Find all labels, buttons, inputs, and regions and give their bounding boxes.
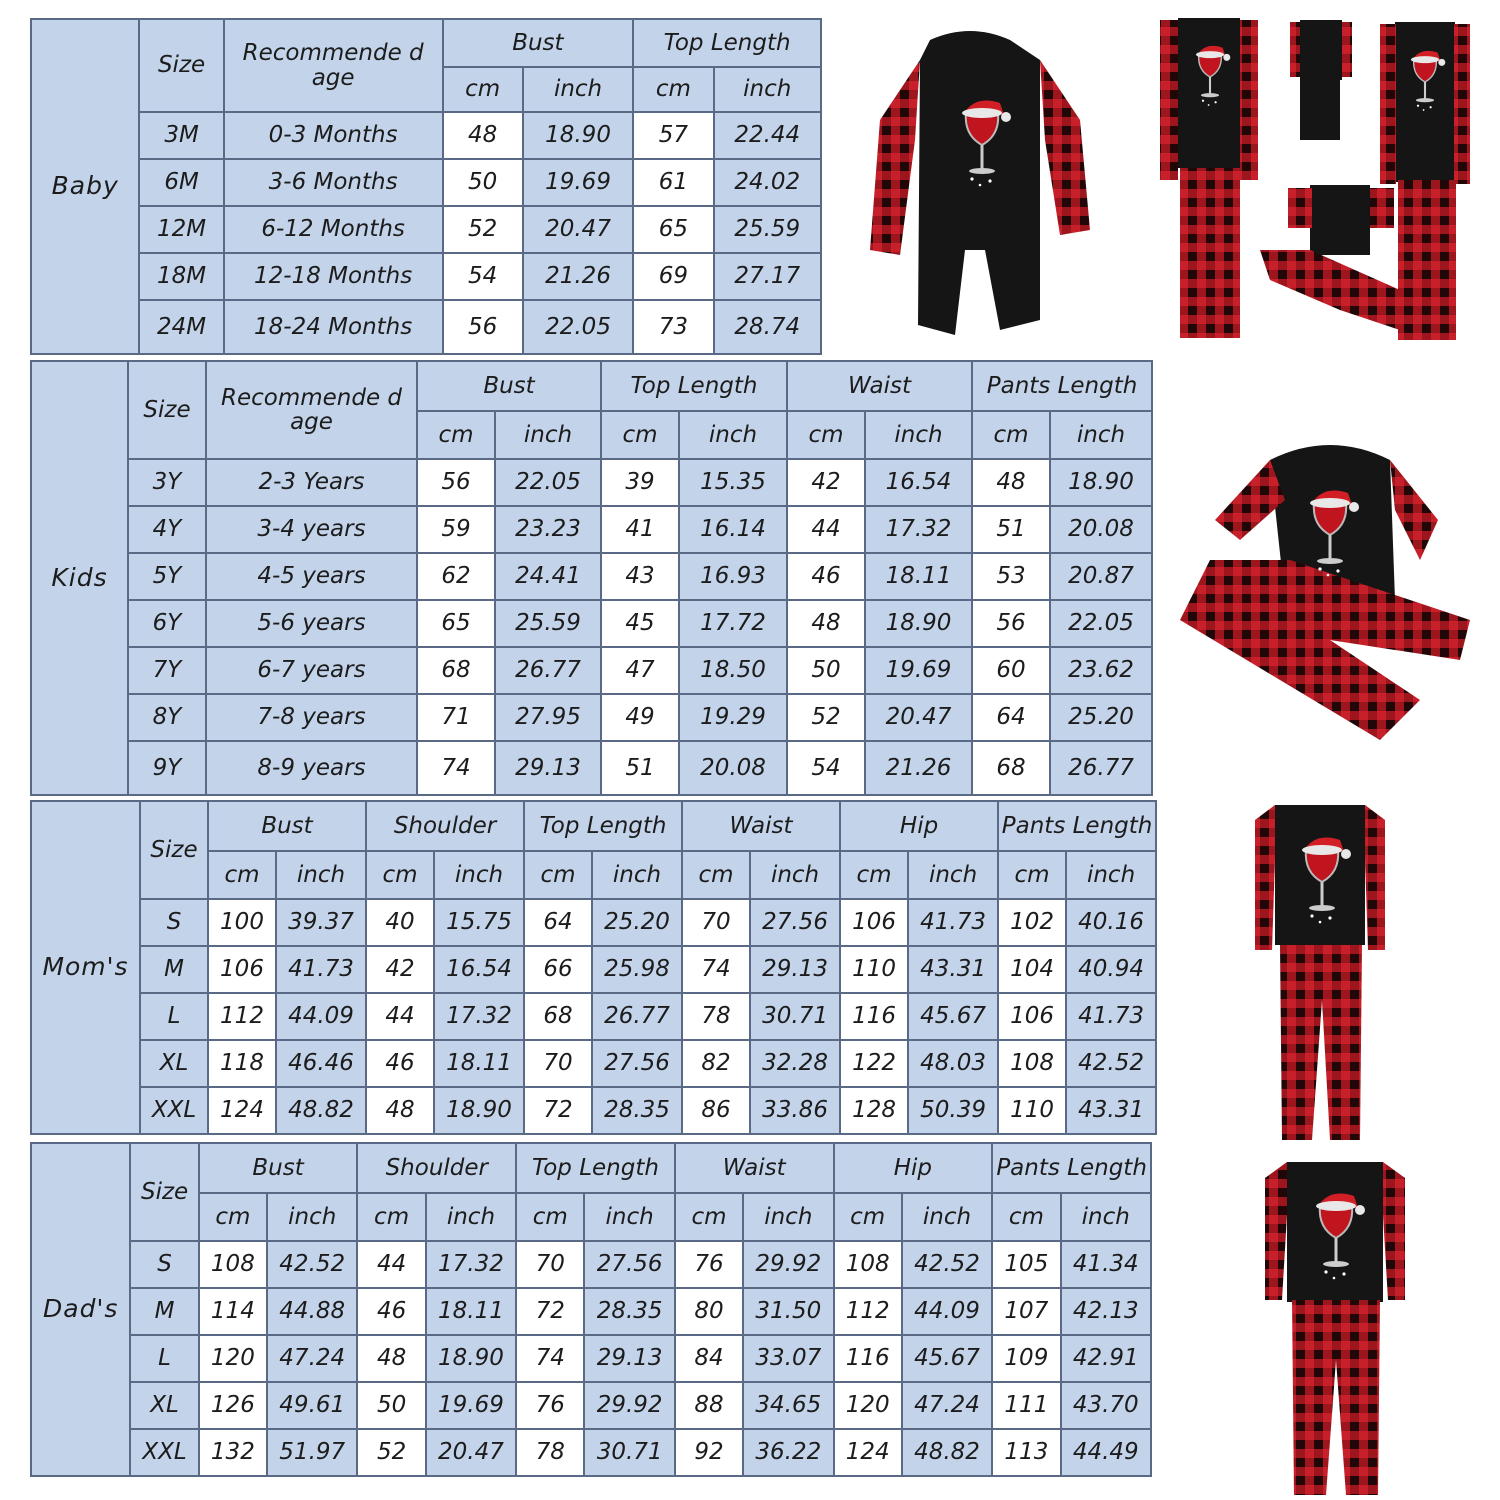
mom-measure-header: Waist xyxy=(682,801,840,851)
kids-value-cell: 18.90 xyxy=(1050,459,1152,506)
dad-value-cell: 31.50 xyxy=(743,1288,833,1335)
dad-unit-inch: inch xyxy=(267,1193,357,1241)
kids-size-header: Size xyxy=(128,361,206,459)
dad-size-cell: L xyxy=(130,1335,198,1382)
dad-value-cell: 19.69 xyxy=(426,1382,516,1429)
kids-age-cell: 5-6 years xyxy=(206,600,417,647)
kids-value-cell: 62 xyxy=(417,553,495,600)
dad-value-cell: 47.24 xyxy=(902,1382,992,1429)
baby-measure-header: Bust xyxy=(443,19,634,67)
mom-value-cell: 104 xyxy=(998,946,1066,993)
mom-value-cell: 27.56 xyxy=(592,1040,682,1087)
kids-value-cell: 59 xyxy=(417,506,495,553)
mom-value-cell: 25.20 xyxy=(592,899,682,946)
dad-value-cell: 42.52 xyxy=(267,1241,357,1288)
baby-romper-photo xyxy=(870,31,1090,335)
kids-measure-header: Waist xyxy=(787,361,972,411)
dad-value-cell: 78 xyxy=(516,1429,584,1476)
dad-measure-header: Top Length xyxy=(516,1143,675,1193)
kids-value-cell: 18.11 xyxy=(865,553,972,600)
dad-value-cell: 28.35 xyxy=(584,1288,674,1335)
dad-value-cell: 88 xyxy=(675,1382,743,1429)
mom-unit-inch: inch xyxy=(750,851,840,899)
baby-value-cell: 65 xyxy=(633,206,713,253)
baby-unit-inch: inch xyxy=(714,67,821,112)
kids-value-cell: 22.05 xyxy=(495,459,601,506)
mom-value-cell: 42 xyxy=(366,946,434,993)
kids-unit-inch: inch xyxy=(1050,411,1152,459)
dad-value-cell: 124 xyxy=(834,1429,902,1476)
dad-value-cell: 34.65 xyxy=(743,1382,833,1429)
baby-size-cell: 12M xyxy=(139,206,223,253)
baby-age-cell: 18-24 Months xyxy=(224,300,443,354)
dad-value-cell: 113 xyxy=(992,1429,1060,1476)
dad-value-cell: 27.56 xyxy=(584,1241,674,1288)
kids-unit-cm: cm xyxy=(787,411,865,459)
mom-value-cell: 15.75 xyxy=(434,899,524,946)
dad-value-cell: 44.88 xyxy=(267,1288,357,1335)
dad-value-cell: 18.11 xyxy=(426,1288,516,1335)
mom-unit-inch: inch xyxy=(592,851,682,899)
mom-value-cell: 30.71 xyxy=(750,993,840,1040)
dad-value-cell: 33.07 xyxy=(743,1335,833,1382)
mom-unit-cm: cm xyxy=(524,851,592,899)
mom-value-cell: 40 xyxy=(366,899,434,946)
baby-age-header: Recommende d age xyxy=(224,19,443,112)
kids-value-cell: 56 xyxy=(417,459,495,506)
mom-value-cell: 72 xyxy=(524,1087,592,1134)
baby-value-cell: 69 xyxy=(633,253,713,300)
kids-value-cell: 53 xyxy=(972,553,1050,600)
mom-unit-cm: cm xyxy=(998,851,1066,899)
kids-size-cell: 6Y xyxy=(128,600,206,647)
baby-age-cell: 12-18 Months xyxy=(224,253,443,300)
dad-value-cell: 120 xyxy=(199,1335,267,1382)
baby-unit-inch: inch xyxy=(523,67,633,112)
dad-value-cell: 44 xyxy=(357,1241,425,1288)
kids-value-cell: 25.20 xyxy=(1050,694,1152,741)
kids-value-cell: 19.29 xyxy=(679,694,787,741)
baby-value-cell: 19.69 xyxy=(523,159,633,206)
kids-value-cell: 42 xyxy=(787,459,865,506)
dad-value-cell: 132 xyxy=(199,1429,267,1476)
mom-value-cell: 40.16 xyxy=(1066,899,1156,946)
kids-value-cell: 29.13 xyxy=(495,741,601,795)
baby-age-cell: 6-12 Months xyxy=(224,206,443,253)
dad-size-cell: XL xyxy=(130,1382,198,1429)
dad-unit-inch: inch xyxy=(426,1193,516,1241)
kids-value-cell: 47 xyxy=(601,647,679,694)
kids-unit-inch: inch xyxy=(679,411,787,459)
kids-value-cell: 50 xyxy=(787,647,865,694)
dad-unit-cm: cm xyxy=(199,1193,267,1241)
baby-value-cell: 20.47 xyxy=(523,206,633,253)
baby-value-cell: 50 xyxy=(443,159,523,206)
dad-unit-cm: cm xyxy=(357,1193,425,1241)
kids-value-cell: 48 xyxy=(972,459,1050,506)
kids-measure-header: Top Length xyxy=(601,361,787,411)
dad-value-cell: 42.91 xyxy=(1061,1335,1151,1382)
dad-unit-cm: cm xyxy=(675,1193,743,1241)
mom-value-cell: 18.90 xyxy=(434,1087,524,1134)
mom-value-cell: 46.46 xyxy=(276,1040,366,1087)
dad-value-cell: 111 xyxy=(992,1382,1060,1429)
dad-measure-header: Pants Length xyxy=(992,1143,1151,1193)
mom-unit-cm: cm xyxy=(366,851,434,899)
dad-value-cell: 29.13 xyxy=(584,1335,674,1382)
kids-value-cell: 19.69 xyxy=(865,647,972,694)
dad-value-cell: 29.92 xyxy=(743,1241,833,1288)
mom-value-cell: 32.28 xyxy=(750,1040,840,1087)
baby-value-cell: 28.74 xyxy=(714,300,821,354)
kids-unit-inch: inch xyxy=(865,411,972,459)
mom-unit-inch: inch xyxy=(434,851,524,899)
dad-value-cell: 112 xyxy=(834,1288,902,1335)
dad-size-cell: XXL xyxy=(130,1429,198,1476)
kids-value-cell: 15.35 xyxy=(679,459,787,506)
kids-age-cell: 8-9 years xyxy=(206,741,417,795)
kids-unit-inch: inch xyxy=(495,411,601,459)
mom-unit-cm: cm xyxy=(840,851,908,899)
kids-value-cell: 64 xyxy=(972,694,1050,741)
dad-measure-header: Hip xyxy=(834,1143,993,1193)
mom-value-cell: 44 xyxy=(366,993,434,1040)
kids-value-cell: 24.41 xyxy=(495,553,601,600)
kids-value-cell: 23.62 xyxy=(1050,647,1152,694)
dad-unit-inch: inch xyxy=(584,1193,674,1241)
mom-size-header: Size xyxy=(140,801,208,899)
mom-value-cell: 45.67 xyxy=(908,993,998,1040)
kids-value-cell: 16.14 xyxy=(679,506,787,553)
kids-value-cell: 48 xyxy=(787,600,865,647)
kids-value-cell: 39 xyxy=(601,459,679,506)
mom-value-cell: 106 xyxy=(208,946,276,993)
mom-measure-header: Shoulder xyxy=(366,801,524,851)
kids-value-cell: 68 xyxy=(972,741,1050,795)
dad-value-cell: 47.24 xyxy=(267,1335,357,1382)
mom-value-cell: 41.73 xyxy=(908,899,998,946)
mom-value-cell: 64 xyxy=(524,899,592,946)
mom-value-cell: 16.54 xyxy=(434,946,524,993)
kids-size-cell: 4Y xyxy=(128,506,206,553)
baby-value-cell: 18.90 xyxy=(523,112,633,159)
dad-measure-header: Shoulder xyxy=(357,1143,516,1193)
kids-value-cell: 54 xyxy=(787,741,865,795)
kids-value-cell: 51 xyxy=(601,741,679,795)
dad-value-cell: 50 xyxy=(357,1382,425,1429)
kids-size-cell: 9Y xyxy=(128,741,206,795)
baby-size-header: Size xyxy=(139,19,223,112)
kids-value-cell: 23.23 xyxy=(495,506,601,553)
kids-unit-cm: cm xyxy=(417,411,495,459)
dad-value-cell: 70 xyxy=(516,1241,584,1288)
baby-size-cell: 24M xyxy=(139,300,223,354)
mom-value-cell: 43.31 xyxy=(1066,1087,1156,1134)
baby-value-cell: 54 xyxy=(443,253,523,300)
dad-value-cell: 30.71 xyxy=(584,1429,674,1476)
mom-value-cell: 82 xyxy=(682,1040,750,1087)
dad-value-cell: 42.13 xyxy=(1061,1288,1151,1335)
dad-value-cell: 114 xyxy=(199,1288,267,1335)
dad-value-cell: 84 xyxy=(675,1335,743,1382)
baby-size-cell: 3M xyxy=(139,112,223,159)
dad-value-cell: 126 xyxy=(199,1382,267,1429)
dad-value-cell: 116 xyxy=(834,1335,902,1382)
mom-size-cell: M xyxy=(140,946,208,993)
mom-value-cell: 25.98 xyxy=(592,946,682,993)
dad-value-cell: 48.82 xyxy=(902,1429,992,1476)
dad-unit-cm: cm xyxy=(834,1193,902,1241)
dad-value-cell: 107 xyxy=(992,1288,1060,1335)
kids-value-cell: 17.72 xyxy=(679,600,787,647)
kids-value-cell: 56 xyxy=(972,600,1050,647)
dad-value-cell: 76 xyxy=(675,1241,743,1288)
dad-value-cell: 44.09 xyxy=(902,1288,992,1335)
dad-unit-inch: inch xyxy=(743,1193,833,1241)
kids-age-cell: 7-8 years xyxy=(206,694,417,741)
baby-value-cell: 52 xyxy=(443,206,523,253)
kids-age-cell: 3-4 years xyxy=(206,506,417,553)
dad-value-cell: 76 xyxy=(516,1382,584,1429)
dad-value-cell: 36.22 xyxy=(743,1429,833,1476)
mom-value-cell: 26.77 xyxy=(592,993,682,1040)
mom-group-label: Mom's xyxy=(31,801,140,1134)
mom-value-cell: 108 xyxy=(998,1040,1066,1087)
baby-unit-cm: cm xyxy=(633,67,713,112)
mom-value-cell: 43.31 xyxy=(908,946,998,993)
dad-value-cell: 44.49 xyxy=(1061,1429,1151,1476)
kids-age-cell: 4-5 years xyxy=(206,553,417,600)
dad-value-cell: 120 xyxy=(834,1382,902,1429)
mom-value-cell: 102 xyxy=(998,899,1066,946)
kids-value-cell: 16.93 xyxy=(679,553,787,600)
dad-value-cell: 80 xyxy=(675,1288,743,1335)
kids-size-cell: 3Y xyxy=(128,459,206,506)
kids-size-cell: 5Y xyxy=(128,553,206,600)
mom-value-cell: 68 xyxy=(524,993,592,1040)
mom-measure-header: Pants Length xyxy=(998,801,1156,851)
dad-set-photo xyxy=(1265,1162,1405,1495)
baby-value-cell: 25.59 xyxy=(714,206,821,253)
dad-value-cell: 17.32 xyxy=(426,1241,516,1288)
dad-value-cell: 92 xyxy=(675,1429,743,1476)
mom-value-cell: 41.73 xyxy=(276,946,366,993)
kids-unit-cm: cm xyxy=(601,411,679,459)
kids-value-cell: 49 xyxy=(601,694,679,741)
kids-value-cell: 51 xyxy=(972,506,1050,553)
mom-size-cell: XXL xyxy=(140,1087,208,1134)
kids-value-cell: 20.87 xyxy=(1050,553,1152,600)
mom-value-cell: 100 xyxy=(208,899,276,946)
dad-value-cell: 72 xyxy=(516,1288,584,1335)
dad-measure-header: Waist xyxy=(675,1143,834,1193)
kids-value-cell: 52 xyxy=(787,694,865,741)
baby-size-cell: 18M xyxy=(139,253,223,300)
kids-value-cell: 74 xyxy=(417,741,495,795)
mom-size-cell: S xyxy=(140,899,208,946)
baby-group-label: Baby xyxy=(31,19,139,354)
kids-measure-header: Pants Length xyxy=(972,361,1152,411)
kids-value-cell: 22.05 xyxy=(1050,600,1152,647)
baby-age-cell: 0-3 Months xyxy=(224,112,443,159)
baby-size-cell: 6M xyxy=(139,159,223,206)
mom-value-cell: 48.82 xyxy=(276,1087,366,1134)
dad-size-cell: M xyxy=(130,1288,198,1335)
mom-value-cell: 86 xyxy=(682,1087,750,1134)
kids-age-cell: 2-3 Years xyxy=(206,459,417,506)
dad-value-cell: 41.34 xyxy=(1061,1241,1151,1288)
mom-unit-inch: inch xyxy=(908,851,998,899)
mom-size-cell: XL xyxy=(140,1040,208,1087)
mom-value-cell: 110 xyxy=(998,1087,1066,1134)
baby-value-cell: 22.44 xyxy=(714,112,821,159)
kids-group-label: Kids xyxy=(31,361,128,795)
baby-value-cell: 56 xyxy=(443,300,523,354)
dad-value-cell: 48 xyxy=(357,1335,425,1382)
baby-age-cell: 3-6 Months xyxy=(224,159,443,206)
mom-value-cell: 27.56 xyxy=(750,899,840,946)
baby-value-cell: 27.17 xyxy=(714,253,821,300)
mom-value-cell: 118 xyxy=(208,1040,276,1087)
mom-unit-inch: inch xyxy=(1066,851,1156,899)
mom-value-cell: 46 xyxy=(366,1040,434,1087)
mom-value-cell: 70 xyxy=(682,899,750,946)
kids-value-cell: 20.47 xyxy=(865,694,972,741)
kids-measure-header: Bust xyxy=(417,361,601,411)
mom-value-cell: 106 xyxy=(840,899,908,946)
dad-value-cell: 49.61 xyxy=(267,1382,357,1429)
dad-value-cell: 74 xyxy=(516,1335,584,1382)
mom-value-cell: 40.94 xyxy=(1066,946,1156,993)
dad-size-cell: S xyxy=(130,1241,198,1288)
mom-value-cell: 66 xyxy=(524,946,592,993)
mom-value-cell: 48 xyxy=(366,1087,434,1134)
mom-value-cell: 33.86 xyxy=(750,1087,840,1134)
kids-age-cell: 6-7 years xyxy=(206,647,417,694)
dad-unit-cm: cm xyxy=(992,1193,1060,1241)
dad-unit-inch: inch xyxy=(1061,1193,1151,1241)
dad-value-cell: 42.52 xyxy=(902,1241,992,1288)
mom-measure-header: Bust xyxy=(208,801,366,851)
baby-value-cell: 61 xyxy=(633,159,713,206)
mom-unit-cm: cm xyxy=(682,851,750,899)
mom-size-cell: L xyxy=(140,993,208,1040)
kids-value-cell: 20.08 xyxy=(1050,506,1152,553)
mom-value-cell: 39.37 xyxy=(276,899,366,946)
mom-value-cell: 29.13 xyxy=(750,946,840,993)
kids-value-cell: 46 xyxy=(787,553,865,600)
mom-value-cell: 116 xyxy=(840,993,908,1040)
kids-value-cell: 20.08 xyxy=(679,741,787,795)
dad-value-cell: 108 xyxy=(199,1241,267,1288)
kids-value-cell: 25.59 xyxy=(495,600,601,647)
baby-value-cell: 73 xyxy=(633,300,713,354)
dad-value-cell: 108 xyxy=(834,1241,902,1288)
mom-value-cell: 41.73 xyxy=(1066,993,1156,1040)
mom-value-cell: 28.35 xyxy=(592,1087,682,1134)
mom-value-cell: 44.09 xyxy=(276,993,366,1040)
mom-value-cell: 48.03 xyxy=(908,1040,998,1087)
kids-value-cell: 68 xyxy=(417,647,495,694)
dad-value-cell: 45.67 xyxy=(902,1335,992,1382)
baby-value-cell: 48 xyxy=(443,112,523,159)
dad-value-cell: 51.97 xyxy=(267,1429,357,1476)
kids-value-cell: 60 xyxy=(972,647,1050,694)
dad-value-cell: 20.47 xyxy=(426,1429,516,1476)
mom-measure-header: Top Length xyxy=(524,801,682,851)
dad-value-cell: 105 xyxy=(992,1241,1060,1288)
kids-value-cell: 16.54 xyxy=(865,459,972,506)
mom-value-cell: 78 xyxy=(682,993,750,1040)
dad-value-cell: 52 xyxy=(357,1429,425,1476)
mom-value-cell: 106 xyxy=(998,993,1066,1040)
kids-size-cell: 7Y xyxy=(128,647,206,694)
dad-unit-cm: cm xyxy=(516,1193,584,1241)
mom-value-cell: 112 xyxy=(208,993,276,1040)
mom-unit-inch: inch xyxy=(276,851,366,899)
kids-value-cell: 18.90 xyxy=(865,600,972,647)
kids-value-cell: 65 xyxy=(417,600,495,647)
mom-measure-header: Hip xyxy=(840,801,998,851)
kids-value-cell: 21.26 xyxy=(865,741,972,795)
family-group-photo xyxy=(1160,18,1470,340)
dad-value-cell: 18.90 xyxy=(426,1335,516,1382)
kids-value-cell: 71 xyxy=(417,694,495,741)
kids-value-cell: 45 xyxy=(601,600,679,647)
mom-value-cell: 128 xyxy=(840,1087,908,1134)
dad-size-header: Size xyxy=(130,1143,198,1241)
dad-value-cell: 46 xyxy=(357,1288,425,1335)
baby-measure-header: Top Length xyxy=(633,19,821,67)
baby-unit-cm: cm xyxy=(443,67,523,112)
kids-set-photo xyxy=(1180,445,1470,740)
kids-unit-cm: cm xyxy=(972,411,1050,459)
kids-value-cell: 43 xyxy=(601,553,679,600)
kids-value-cell: 26.77 xyxy=(1050,741,1152,795)
kids-value-cell: 18.50 xyxy=(679,647,787,694)
kids-age-header: Recommende d age xyxy=(206,361,417,459)
kids-value-cell: 27.95 xyxy=(495,694,601,741)
baby-value-cell: 24.02 xyxy=(714,159,821,206)
mom-value-cell: 70 xyxy=(524,1040,592,1087)
baby-value-cell: 22.05 xyxy=(523,300,633,354)
mom-value-cell: 124 xyxy=(208,1087,276,1134)
mom-value-cell: 74 xyxy=(682,946,750,993)
baby-value-cell: 21.26 xyxy=(523,253,633,300)
kids-value-cell: 41 xyxy=(601,506,679,553)
mom-value-cell: 17.32 xyxy=(434,993,524,1040)
dad-measure-header: Bust xyxy=(199,1143,358,1193)
dad-value-cell: 109 xyxy=(992,1335,1060,1382)
kids-value-cell: 44 xyxy=(787,506,865,553)
dad-value-cell: 29.92 xyxy=(584,1382,674,1429)
mom-value-cell: 110 xyxy=(840,946,908,993)
mom-value-cell: 18.11 xyxy=(434,1040,524,1087)
kids-value-cell: 26.77 xyxy=(495,647,601,694)
mom-unit-cm: cm xyxy=(208,851,276,899)
baby-value-cell: 57 xyxy=(633,112,713,159)
dad-group-label: Dad's xyxy=(31,1143,130,1476)
mom-set-photo xyxy=(1255,805,1385,1140)
dad-unit-inch: inch xyxy=(902,1193,992,1241)
mom-value-cell: 42.52 xyxy=(1066,1040,1156,1087)
kids-value-cell: 17.32 xyxy=(865,506,972,553)
kids-size-cell: 8Y xyxy=(128,694,206,741)
mom-value-cell: 122 xyxy=(840,1040,908,1087)
dad-value-cell: 43.70 xyxy=(1061,1382,1151,1429)
mom-value-cell: 50.39 xyxy=(908,1087,998,1134)
